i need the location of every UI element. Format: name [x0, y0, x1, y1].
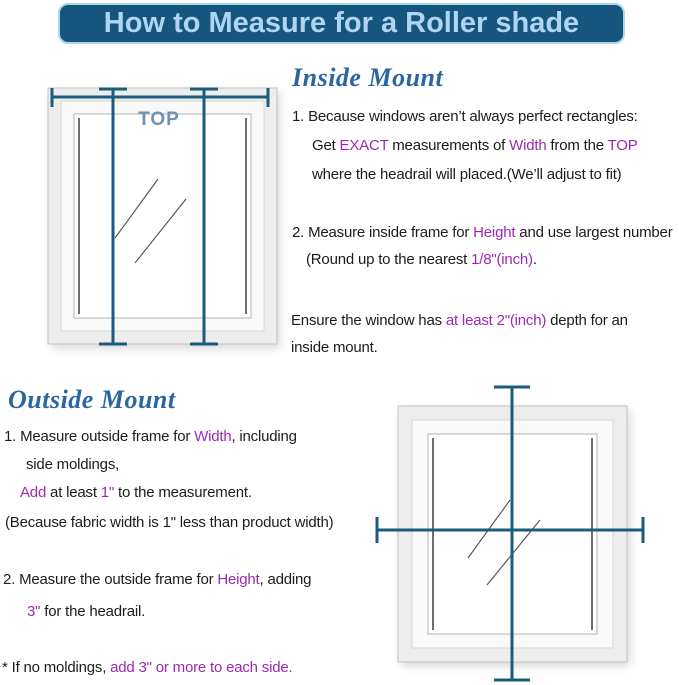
inside-item1-line3: where the headrail will placed.(We’ll adjust to fit) — [312, 166, 622, 183]
outside-item2-line2: 3" for the headrail. — [27, 603, 146, 620]
page-title-text: How to Measure for a Roller shade — [103, 7, 580, 39]
page-title — [58, 3, 625, 44]
outside-footnote: * If no moldings, add 3" or more to each side. — [2, 659, 293, 676]
outside-mount-heading: Outside Mount — [8, 385, 176, 414]
inside-depth-note-line2: inside mount. — [291, 339, 378, 356]
top-label: TOP — [138, 109, 180, 130]
outside-item1-line2: side moldings, — [26, 456, 120, 473]
inside-item2-line1: 2. Measure inside frame for Height and use largest number — [292, 224, 673, 241]
inside-item1-line2: Get EXACT measurements of Width from the TOP — [312, 137, 638, 154]
inside-mount-heading: Inside Mount — [292, 63, 444, 92]
inside-item2-line2: (Round up to the nearest 1/8"(inch). — [306, 251, 537, 268]
outside-item1-line1: 1. Measure outside frame for Width, including — [4, 428, 297, 445]
outside-mount-window-svg — [372, 382, 657, 685]
outside-item2-line1: 2. Measure the outside frame for Height, adding — [3, 571, 312, 588]
inside-depth-note-line1: Ensure the window has at least 2"(inch) depth for an — [291, 312, 628, 329]
window-glass — [74, 114, 251, 318]
inside-item1-line1: 1. Because windows aren’t always perfect rectangles: — [292, 108, 638, 125]
outside-item1-line3: Add at least 1" to the measurement. — [20, 484, 252, 501]
outside-item1-line4: (Because fabric width is 1" less than product width) — [5, 514, 334, 531]
